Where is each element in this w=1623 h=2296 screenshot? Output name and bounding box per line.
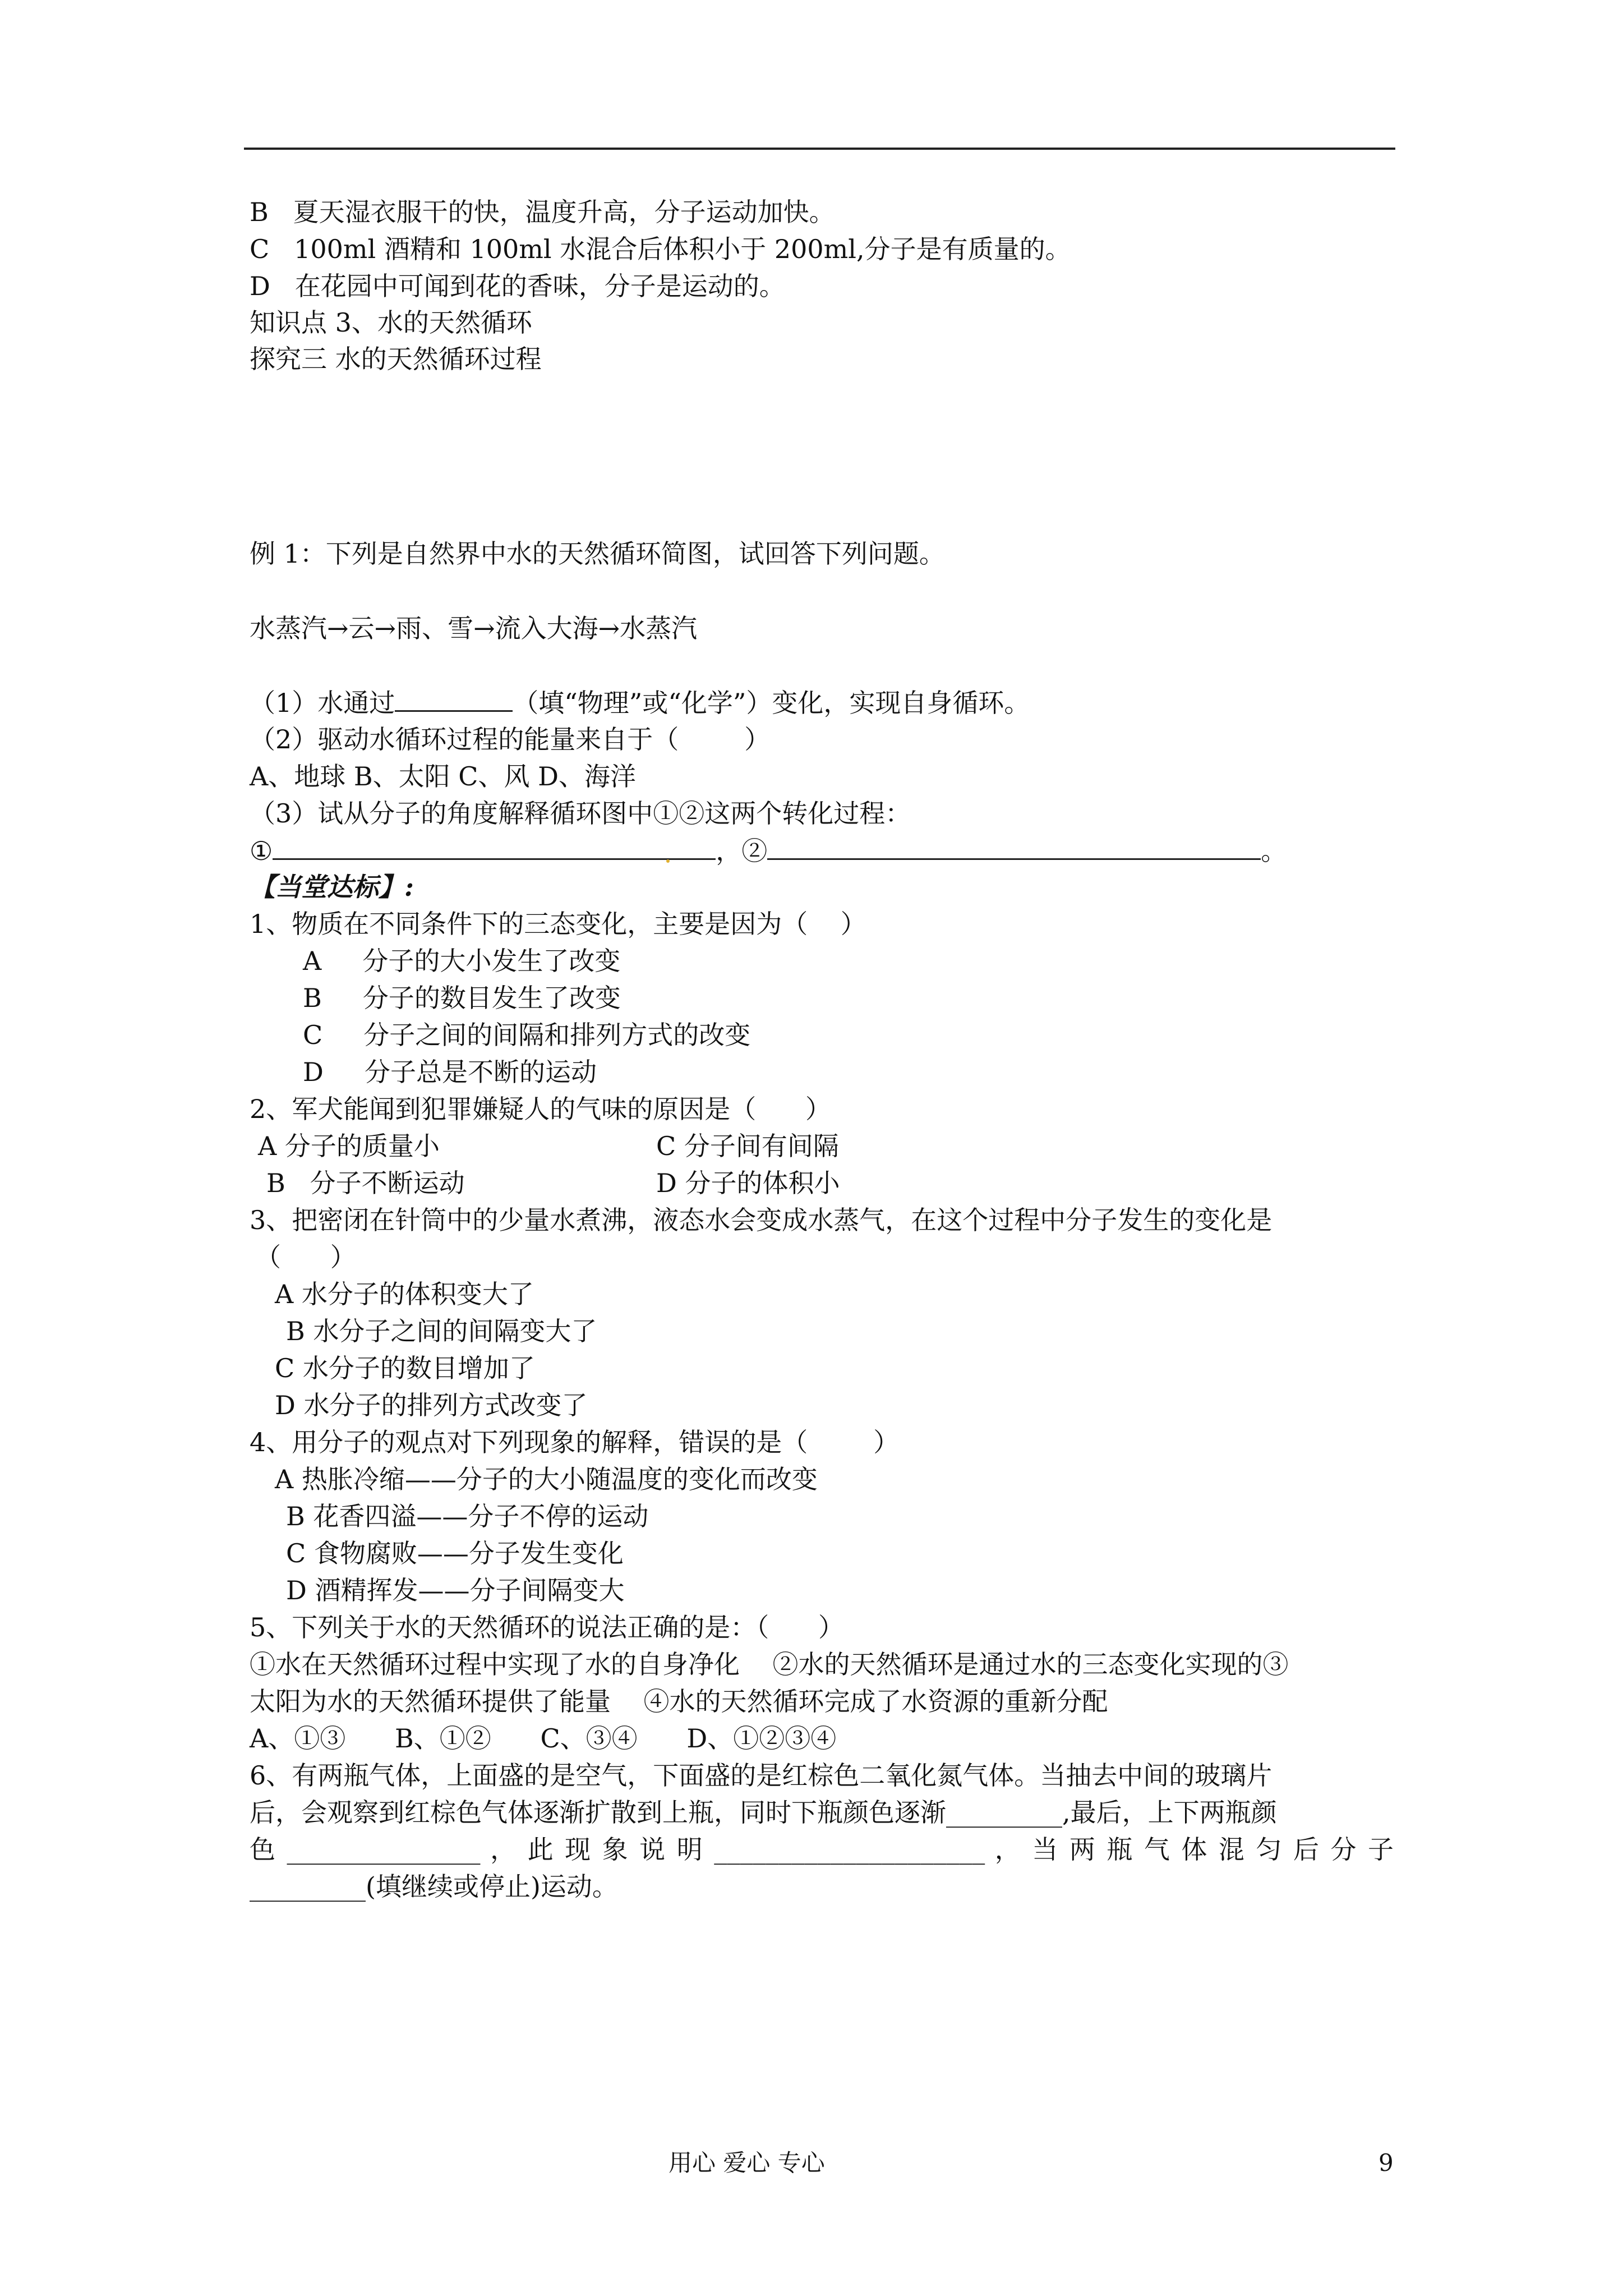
answer-blank-1[interactable]: [273, 834, 716, 860]
problem-3-option-d: D 水分子的排列方式改变了: [275, 1390, 588, 1420]
problem-5-statement-1: ①水在天然循环过程中实现了水的自身净化 ②水的天然循环是通过水的三态变化实现的③: [250, 1649, 1289, 1680]
knowledge-point-3: 知识点 3、水的天然循环: [250, 307, 532, 338]
problem-3-option-c: C 水分子的数目增加了: [275, 1353, 535, 1383]
option-c-line: C 100ml 酒精和 100ml 水混合后体积小于 200ml,分子是有质量的。: [250, 234, 1071, 264]
problem-5-statement-2: 太阳为水的天然循环提供了能量 ④水的天然循环完成了水资源的重新分配: [250, 1686, 1108, 1717]
stray-mark: [666, 859, 670, 863]
problem-4-option-b: B 花香四溢——分子不停的运动: [286, 1501, 649, 1531]
problem-2: 2、军犬能闻到犯罪嫌疑人的气味的原因是（ ）: [250, 1094, 831, 1124]
problem-2-option-a: A 分子的质量小: [258, 1131, 440, 1161]
question-2-options: A、地球 B、太阳 C、风 D、海洋: [250, 761, 636, 792]
option-b-line: B 夏天湿衣服干的快，温度升高，分子运动加快。: [250, 197, 835, 227]
problem-3-answer-paren: （ ）: [255, 1242, 356, 1272]
answer-blank-2[interactable]: [767, 834, 1261, 860]
circle-1-marker: ①: [250, 836, 273, 866]
line-end-period: 。: [1261, 836, 1287, 866]
explore-3-heading: 探究三 水的天然循环过程: [250, 344, 542, 374]
problem-2-option-b: B 分子不断运动: [266, 1168, 465, 1198]
problem-1-option-c: C 分子之间的间隔和排列方式的改变: [303, 1020, 751, 1050]
problem-6-line-4: _________(填继续或停止)运动。: [250, 1871, 618, 1902]
problem-1-option-d: D 分子总是不断的运动: [303, 1057, 597, 1087]
answer-blank[interactable]: [395, 685, 513, 712]
problem-3-option-a: A 水分子的体积变大了: [275, 1279, 534, 1309]
example-1-prompt: 例 1：下列是自然界中水的天然循环简图，试回答下列问题。: [250, 539, 945, 569]
page-number: 9: [1378, 2149, 1394, 2177]
question-3-answer-line: [250, 834, 1287, 868]
question-3-line: （3）试从分子的角度解释循环图中①②这两个转化过程：: [250, 798, 911, 829]
problem-4: 4、用分子的观点对下列现象的解释，错误的是（ ）: [250, 1427, 900, 1457]
question-1-text: （1）水通过: [250, 688, 395, 718]
question-2-line: （2）驱动水循环过程的能量来自于（ ）: [250, 724, 771, 754]
problem-6-line-2: 后，会观察到红棕色气体逐渐扩散到上瓶，同时下瓶颜色逐渐_________,最后，上下两瓶颜: [250, 1797, 1277, 1828]
header-rule: [244, 148, 1395, 150]
question-1-text-tail: （填“物理”或“化学”）变化，实现自身循环。: [513, 688, 1030, 718]
option-d-line: D 在花园中可闻到花的香味，分子是运动的。: [250, 271, 785, 301]
footer-motto: 用心 爱心 专心: [668, 2149, 825, 2177]
circle-2-marker: ，②: [716, 836, 768, 866]
water-cycle-sequence: 水蒸汽→云→雨、雪→流入大海→水蒸汽: [250, 613, 698, 643]
problem-6-line-3: 色 _______________ ， 此 现 象 说 明 _____________________ ， 当 两 瓶 气 体 混 匀 后 分 子: [250, 1834, 1394, 1865]
problem-1-option-b: B 分子的数目发生了改变: [303, 983, 621, 1013]
problem-3-option-b: B 水分子之间的间隔变大了: [286, 1316, 597, 1346]
problem-2-option-c: C 分子间有间隔: [656, 1131, 839, 1161]
problem-3: 3、把密闭在针筒中的少量水煮沸，液态水会变成水蒸气，在这个过程中分子发生的变化是: [250, 1205, 1272, 1235]
problem-4-option-d: D 酒精挥发——分子间隔变大: [286, 1575, 625, 1605]
problem-4-option-c: C 食物腐败——分子发生变化: [286, 1538, 624, 1568]
problem-2-option-d: D 分子的体积小: [656, 1168, 840, 1198]
problem-6-line-1: 6、有两瓶气体，上面盛的是空气，下面盛的是红棕色二氧化氮气体。当抽去中间的玻璃片: [250, 1760, 1272, 1791]
problem-1-option-a: A 分子的大小发生了改变: [303, 946, 621, 976]
problem-4-option-a: A 热胀冷缩——分子的大小随温度的变化而改变: [275, 1464, 818, 1494]
problem-5-options: A、①③ B、①② C、③④ D、①②③④: [250, 1723, 837, 1754]
problem-5: 5、下列关于水的天然循环的说法正确的是：（ ）: [250, 1612, 844, 1642]
question-1-line: [250, 685, 1030, 720]
problem-1: 1、物质在不同条件下的三态变化，主要是因为（ ）: [250, 909, 866, 939]
section-heading: 【当堂达标】:: [250, 872, 414, 902]
